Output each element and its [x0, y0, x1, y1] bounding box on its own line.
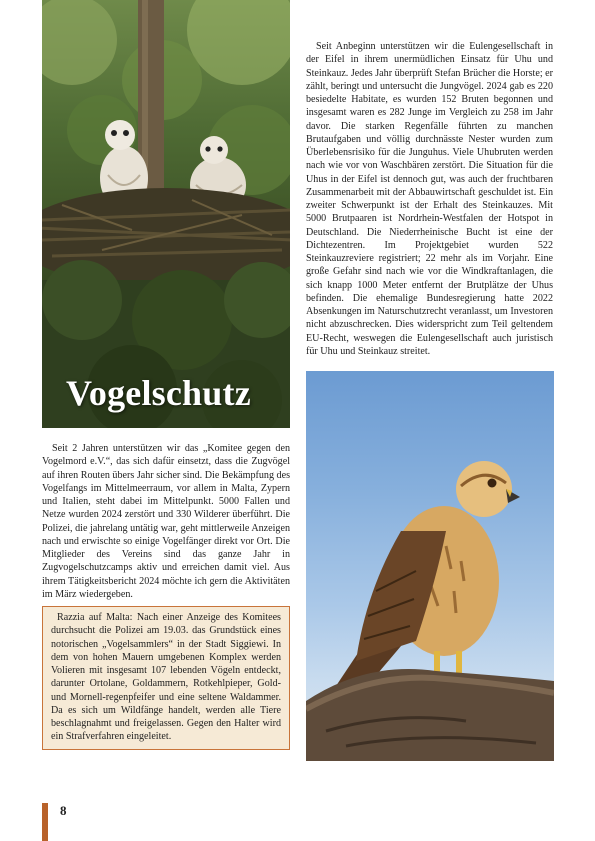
eulengesellschaft-paragraph: Seit Anbeginn unterstützen wir die Eulengesellschaft in der Eifel in ihrem unermüdlichen Einsatz für Uhu und Steinkauz. Jedes Jahr überprüft Stefan Brücher die Horste; er zählt, beringt und untersucht die Jungvögel. 2024 gab es 220 besiedelte Habitate, es wurden 152 Bruten begonnen und insgesamt waren es 282 Junge im Vergleich zu 258 im Jahr davor. Die starken Regenfälle führten zu manchen Brutaufgaben und völlig durchnässte Nester wurden zum Überlebensrisiko für die Junguhus. Viele Uhubruten werden nach wie vor von Waschbären zerstört. Die Situation für die Uhus in der Eifel ist dennoch gut, was auch der fruchtbaren Zusammenarbeit mit der Abbauwirtschaft geschuldet ist. Ein zweiter Schwerpunkt ist der Erhalt des Steinkauzes. Mit 5000 Brutpaaren ist Nordrhein-Westfalen der Hotspot in Deutschland. Die Niederrheinische Bucht ist eine der Dichtezentren. Im Projektgebiet wurden 522 Steinkauzreviere registriert; 22 mehr als im Vorjahr. Eine große Gefahr sind nach wie vor die Windkraftanlagen, die sich knapp 1000 Meter entfernt der Brutplätze der Uhus befinden. Die ehemalige Bundesregierung hatte 2022 Absenkungen im Naturschutzrecht veranlasst, um Investoren nicht abzuschrecken. Dies widerspricht zum Teil geltendem EU-Recht, weswegen die Eulengesellschaft auch juristisch für Uhu und Steinkauz streitet. [306, 41, 553, 357]
left-text-column [42, 442, 290, 601]
section-headline: Vogelschutz [66, 373, 251, 413]
page-number: 8 [60, 803, 67, 818]
buzzard-illustration [306, 371, 554, 761]
komitee-paragraph: Seit 2 Jahren unterstützen wir das „Komitee gegen den Vogelmord e.V.“, das sich dafür einsetzt, dass die Zugvögel auf ihren Routen übers Jahr sicher sind. Die Bekämpfung des Vogelfangs im Mittelmeerraum, vor allem in Malta, Zypern und Italien, steht dabei im Mittelpunkt. 5000 Fallen und Netze wurden 2024 zerstört und 330 Wilderer überführt. Die Polizei, die jahrelang untätig war, geht mittlerweile Anzeigen nach und erwischte so einige Vogelfänger direkt vor Ort. Die Mitglieder des Vereins sind das ganze Jahr in Zugvogelschutzcamps aktiv und erreichen damit viel. Aus ihrem Tätigkeitsbericht 2024 möchte ich gern die Aktivitäten im März wiedergeben. [42, 443, 290, 600]
right-text-column [306, 40, 553, 358]
page-number-bar [42, 803, 48, 841]
malta-raid-callout [42, 606, 290, 750]
buzzard-photo [306, 371, 554, 761]
callout-text: Razzia auf Malta: Nach einer Anzeige des Komitees durchsucht die Polizei am 19.03. das Grundstück eines notorischen „Vogelsammlers“ in der Stadt Siggiewi. In dem von hohen Mauern umgebenen Komplex werden Volieren mit insgesamt 107 lebenden Vögeln entdeckt, darunter Ortolane, Goldammern, Rotkehlpieper, Gold- und Mornell-regenpfeifer und eine seltene Waldammer. Da es sich um Wildfänge handelt, werden alle Tiere beschlagnahmt und freigelassen. Gegen den Halter wird ein Strafverfahren eingeleitet. [51, 612, 281, 743]
owlets-illustration [42, 0, 290, 428]
owlets-photo [42, 0, 290, 428]
